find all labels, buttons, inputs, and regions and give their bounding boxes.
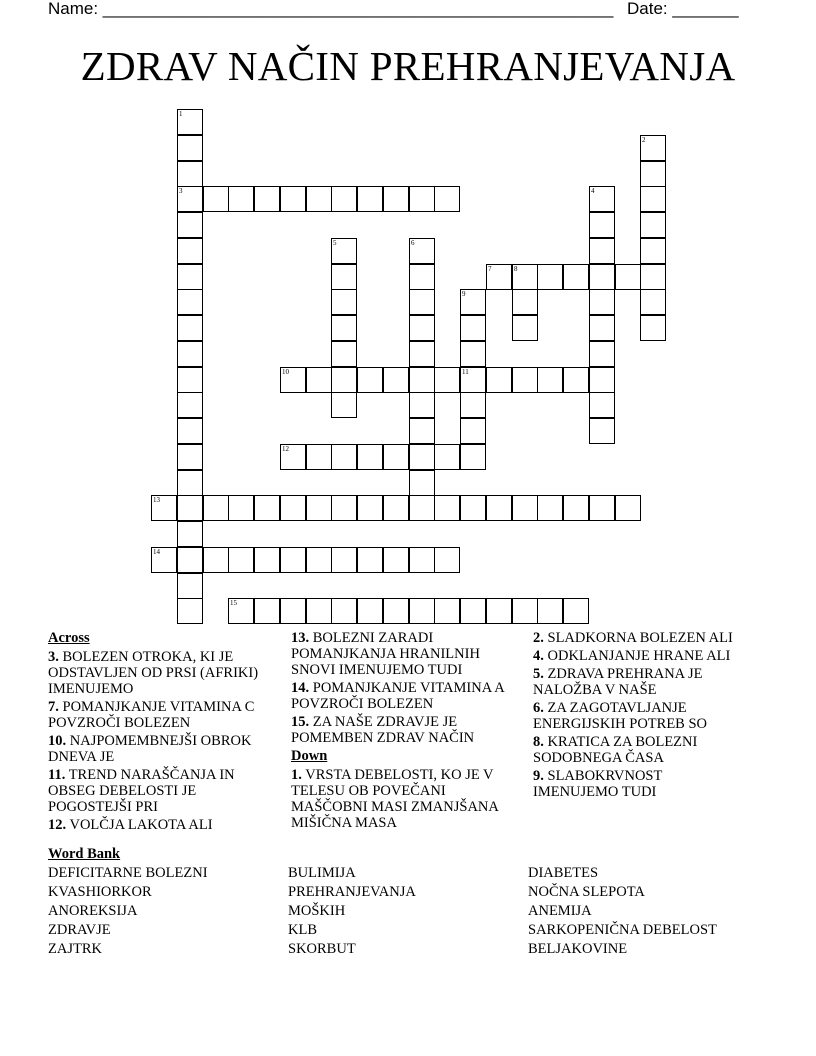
clue-number: 10. [48,733,67,749]
word-bank-item: MOŠKIH [288,903,346,919]
clue-text: ZA ZAGOTAVLJANJE ENERGIJSKIH POTREB SO [533,700,708,732]
clues-col2 [291,630,523,833]
word-bank-item: BULIMIJA [288,865,356,881]
clue-text: POMANJKANJE VITAMINA A POVZROČI BOLEZEN [291,680,504,712]
grid-cell[interactable] [383,495,409,521]
across-clues-col1 [48,630,283,835]
grid-cell[interactable] [434,186,460,212]
down-clue [533,648,733,664]
grid-cell[interactable] [306,598,332,624]
grid-cell[interactable] [177,289,203,315]
word-bank-heading: Word Bank [48,846,121,862]
grid-cell[interactable] [640,264,666,290]
clue-text: NAJPOMEMBNEJŠI OBROK DNEVA JE [48,733,252,765]
grid-cell[interactable] [486,598,512,624]
grid-cell[interactable] [177,598,203,624]
grid-cell[interactable] [434,598,460,624]
grid-cell[interactable] [409,238,435,264]
grid-cell[interactable] [460,341,486,367]
grid-cell[interactable] [537,495,563,521]
grid-cell[interactable] [460,289,486,315]
clue-number: 12. [48,817,67,833]
grid-cell[interactable] [512,264,538,290]
grid-cell[interactable] [357,598,383,624]
grid-cell[interactable] [177,341,203,367]
grid-cell[interactable] [460,598,486,624]
grid-cell[interactable] [331,598,357,624]
grid-cell[interactable] [563,367,589,393]
grid-cell[interactable] [280,186,306,212]
down-clue [533,630,733,646]
across-clue [48,699,283,731]
grid-cell[interactable] [383,367,409,393]
grid-cell[interactable] [177,444,203,470]
grid-cell[interactable] [228,547,254,573]
grid-cell[interactable] [203,186,229,212]
grid-cell[interactable] [331,238,357,264]
grid-cell[interactable] [331,444,357,470]
grid-cell[interactable] [486,264,512,290]
grid-cell[interactable] [177,135,203,161]
grid-cell[interactable] [331,341,357,367]
grid-cell[interactable] [306,186,332,212]
grid-cell[interactable] [512,598,538,624]
grid-cell[interactable] [589,418,615,444]
grid-cell[interactable] [383,444,409,470]
grid-cell[interactable] [640,212,666,238]
grid-cell[interactable] [512,367,538,393]
clue-number: 1 [179,110,183,118]
down-clue [291,767,523,831]
across-clue [291,680,523,712]
grid-cell[interactable] [306,547,332,573]
grid-cell[interactable] [640,289,666,315]
grid-cell[interactable] [280,547,306,573]
grid-cell[interactable] [383,186,409,212]
grid-cell[interactable] [228,495,254,521]
grid-cell[interactable] [486,367,512,393]
word-bank-column [48,864,208,959]
clue-number: 9 [462,290,466,298]
clue-number: 2. [533,630,544,646]
grid-cell[interactable] [409,418,435,444]
clue-number: 1. [291,767,302,783]
clue-number: 11 [462,368,469,376]
grid-cell[interactable] [434,367,460,393]
clue-text: ZDRAVA PREHRANA JE NALOŽBA V NAŠE [533,666,703,698]
grid-cell[interactable] [409,495,435,521]
grid-cell[interactable] [177,186,203,212]
word-bank-item: KVASHIORKOR [48,884,152,900]
grid-cell[interactable] [177,495,203,521]
clue-number: 9. [533,768,544,784]
across-clue [48,817,283,833]
grid-cell[interactable] [331,315,357,341]
name-field-label: Name: ______________________________________________________ [48,0,614,18]
clue-number: 3 [179,187,183,195]
grid-cell[interactable] [177,367,203,393]
date-field-label: Date: _______ [627,0,739,18]
grid-cell[interactable] [177,109,203,135]
grid-cell[interactable] [177,392,203,418]
word-bank-item: NOČNA SLEPOTA [528,884,645,900]
grid-cell[interactable] [409,315,435,341]
across-clue [291,630,523,678]
clue-text: TREND NARAŠČANJA IN OBSEG DEBELOSTI JE POGOSTEJŠI PRI [48,767,235,815]
grid-cell[interactable] [537,598,563,624]
word-bank-item: ANEMIJA [528,903,592,919]
clue-number: 5 [333,239,337,247]
down-clues-col3 [533,630,733,802]
grid-cell[interactable] [640,186,666,212]
grid-cell[interactable] [177,547,203,573]
grid-cell[interactable] [409,367,435,393]
across-heading: Across [48,630,90,646]
grid-cell[interactable] [615,264,641,290]
clue-text: BOLEZEN OTROKA, KI JE ODSTAVLJEN OD PRSI (AFRIKI) IMENUJEMO [48,649,259,697]
grid-cell[interactable] [409,264,435,290]
grid-cell[interactable] [563,495,589,521]
clue-text: BOLEZNI ZARADI POMANJKANJA HRANILNIH SNOVI IMENUJEMO TUDI [291,630,480,678]
clue-text: POMANJKANJE VITAMINA C POVZROČI BOLEZEN [48,699,255,731]
grid-cell[interactable] [640,135,666,161]
grid-cell[interactable] [228,186,254,212]
across-clue [48,733,283,765]
grid-cell[interactable] [409,444,435,470]
grid-cell[interactable] [151,547,177,573]
grid-cell[interactable] [409,341,435,367]
word-bank-item: DEFICITARNE BOLEZNI [48,865,208,881]
clue-number: 12 [282,445,289,453]
grid-cell[interactable] [640,238,666,264]
grid-cell[interactable] [409,470,435,496]
grid-cell[interactable] [537,264,563,290]
clue-text: SLADKORNA BOLEZEN ALI [543,630,733,646]
grid-cell[interactable] [460,495,486,521]
across-clue [48,767,283,815]
word-bank-item: SARKOPENIČNA DEBELOST [528,922,717,938]
grid-cell[interactable] [177,161,203,187]
grid-cell[interactable] [409,547,435,573]
grid-cell[interactable] [331,547,357,573]
grid-cell[interactable] [254,547,280,573]
clue-number: 13 [153,496,160,504]
grid-cell[interactable] [357,495,383,521]
down-clue [533,768,733,800]
down-heading: Down [291,748,328,764]
grid-cell[interactable] [306,444,332,470]
grid-cell[interactable] [589,238,615,264]
clue-number: 4. [533,648,544,664]
grid-cell[interactable] [589,186,615,212]
grid-cell[interactable] [409,392,435,418]
grid-cell[interactable] [357,367,383,393]
grid-cell[interactable] [460,367,486,393]
grid-cell[interactable] [331,392,357,418]
clue-number: 15 [230,599,237,607]
clue-text: ZA NAŠE ZDRAVJE JE POMEMBEN ZDRAV NAČIN [291,714,475,746]
grid-cell[interactable] [151,495,177,521]
grid-cell[interactable] [306,495,332,521]
grid-cell[interactable] [434,495,460,521]
grid-cell[interactable] [589,495,615,521]
clue-number: 8. [533,734,544,750]
clue-number: 6 [411,239,415,247]
grid-cell[interactable] [228,598,254,624]
grid-cell[interactable] [589,212,615,238]
across-clue [291,714,523,746]
clue-text: SLABOKRVNOST IMENUJEMO TUDI [533,768,663,800]
grid-cell[interactable] [177,470,203,496]
grid-cell[interactable] [177,573,203,599]
clue-number: 4 [591,187,595,195]
grid-cell[interactable] [280,367,306,393]
clue-number: 11. [48,767,66,783]
grid-cell[interactable] [280,598,306,624]
grid-cell[interactable] [409,289,435,315]
grid-cell[interactable] [331,495,357,521]
grid-cell[interactable] [280,444,306,470]
grid-cell[interactable] [434,547,460,573]
word-bank-item: DIABETES [528,865,599,881]
grid-cell[interactable] [537,367,563,393]
grid-cell[interactable] [460,315,486,341]
grid-cell[interactable] [589,341,615,367]
grid-cell[interactable] [589,392,615,418]
word-bank-item: ANOREKSIJA [48,903,138,919]
grid-cell[interactable] [331,186,357,212]
grid-cell[interactable] [280,495,306,521]
grid-cell[interactable] [460,392,486,418]
clue-text: VRSTA DEBELOSTI, KO JE V TELESU OB POVEČANI MAŠČOBNI MASI ZMANJŠANA MIŠIČNA MASA [291,767,499,831]
clue-number: 3. [48,649,59,665]
down-clue [533,666,733,698]
grid-cell[interactable] [203,547,229,573]
word-bank-column [288,864,416,959]
across-clue [48,649,283,697]
clue-number: 14. [291,680,310,696]
clue-text: VOLČJA LAKOTA ALI [66,817,213,833]
grid-cell[interactable] [640,315,666,341]
page-title: ZDRAV NAČIN PREHRANJEVANJA [80,43,736,89]
grid-cell[interactable] [589,264,615,290]
clue-number: 6. [533,700,544,716]
grid-cell[interactable] [177,315,203,341]
grid-cell[interactable] [409,598,435,624]
clue-number: 8 [514,265,518,273]
grid-cell[interactable] [331,264,357,290]
grid-cell[interactable] [460,418,486,444]
grid-cell[interactable] [563,264,589,290]
grid-cell[interactable] [177,264,203,290]
clue-number: 2 [642,136,646,144]
grid-cell[interactable] [512,495,538,521]
clue-text: KRATICA ZA BOLEZNI SODOBNEGA ČASA [533,734,698,766]
grid-cell[interactable] [357,444,383,470]
word-bank-item: BELJAKOVINE [528,941,628,957]
grid-cell[interactable] [589,315,615,341]
word-bank-item: ZAJTRK [48,941,102,957]
grid-cell[interactable] [331,289,357,315]
grid-cell[interactable] [357,547,383,573]
grid-cell[interactable] [383,547,409,573]
grid-cell[interactable] [460,444,486,470]
grid-cell[interactable] [589,289,615,315]
grid-cell[interactable] [434,444,460,470]
grid-cell[interactable] [409,186,435,212]
grid-cell[interactable] [640,161,666,187]
grid-cell[interactable] [615,495,641,521]
grid-cell[interactable] [563,598,589,624]
grid-cell[interactable] [177,418,203,444]
grid-cell[interactable] [331,367,357,393]
grid-cell[interactable] [486,495,512,521]
grid-cell[interactable] [177,238,203,264]
grid-cell[interactable] [383,598,409,624]
grid-cell[interactable] [177,521,203,547]
grid-cell[interactable] [357,186,383,212]
clue-number: 10 [282,368,289,376]
clue-number: 13. [291,630,310,646]
grid-cell[interactable] [254,598,280,624]
clue-number: 15. [291,714,310,730]
word-bank-item: SKORBUT [288,941,356,957]
clue-number: 5. [533,666,544,682]
grid-cell[interactable] [512,289,538,315]
grid-cell[interactable] [203,495,229,521]
grid-cell[interactable] [589,367,615,393]
grid-cell[interactable] [512,315,538,341]
clue-number: 7. [48,699,59,715]
grid-cell[interactable] [254,186,280,212]
word-bank-item: KLB [288,922,317,938]
down-clue [533,700,733,732]
word-bank-column [528,864,717,959]
word-bank-item: ZDRAVJE [48,922,111,938]
grid-cell[interactable] [177,212,203,238]
clue-number: 14 [153,548,160,556]
grid-cell[interactable] [254,495,280,521]
grid-cell[interactable] [306,367,332,393]
down-clue [533,734,733,766]
word-bank-item: PREHRANJEVANJA [288,884,416,900]
clue-number: 7 [488,265,492,273]
clue-text: ODKLANJANJE HRANE ALI [543,648,731,664]
